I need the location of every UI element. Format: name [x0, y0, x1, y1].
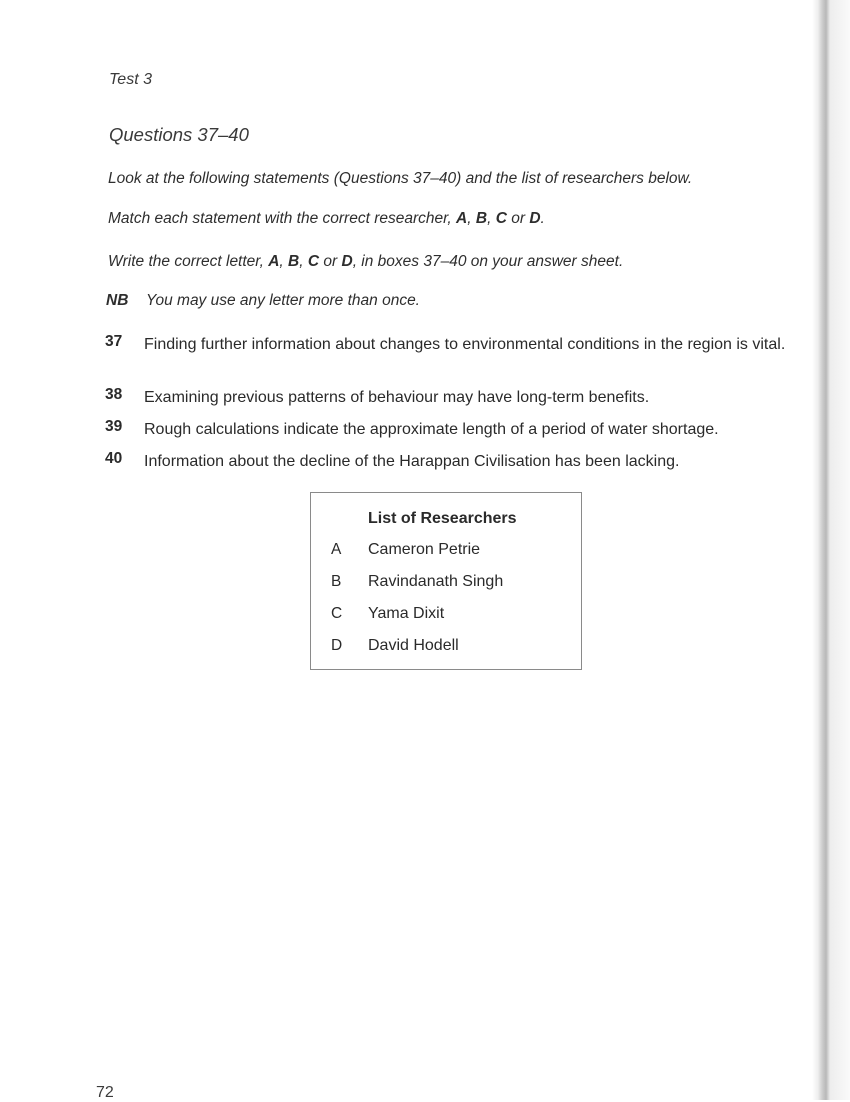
option-letter: D [341, 253, 353, 270]
option-letter: C [307, 253, 320, 270]
instruction-line-3 [108, 253, 623, 271]
researcher-letter-d: D [331, 637, 343, 654]
option-letter: C [495, 210, 507, 227]
question-number-38: 38 [105, 386, 123, 403]
separator: or [319, 253, 342, 270]
question-text-39: Rough calculations indicate the approximate length of a period of water shortage. [144, 421, 719, 438]
separator: , [279, 253, 289, 270]
researcher-letter-b: B [331, 573, 342, 590]
researcher-name-c: Yama Dixit [368, 605, 445, 622]
researchers-heading: List of Researchers [368, 510, 517, 527]
instruction-text: , in boxes 37–40 on your answer sheet. [352, 253, 624, 270]
running-head: Test 3 [109, 71, 152, 88]
nb-text: You may use any letter more than once. [146, 292, 420, 309]
question-number-37: 37 [105, 333, 123, 350]
researcher-name-b: Ravindanath Singh [368, 573, 504, 590]
separator: , [487, 210, 496, 227]
question-number-39: 39 [105, 418, 123, 435]
option-letter: B [475, 210, 488, 227]
separator: or [506, 210, 530, 227]
instruction-line-1: Look at the following statements (Questions 37–40) and the list of researchers below. [108, 170, 693, 187]
question-text-38: Examining previous patterns of behaviour may have long-term benefits. [144, 389, 650, 406]
researcher-letter-a: A [331, 541, 342, 558]
instruction-line-2 [108, 210, 545, 228]
researcher-name-d: David Hodell [368, 637, 459, 654]
question-text-37: Finding further information about changes to environmental conditions in the region is vital. [144, 336, 786, 353]
researcher-name-a: Cameron Petrie [368, 541, 481, 558]
separator: , [299, 253, 308, 270]
instruction-text: Write the correct letter, [108, 253, 269, 270]
question-number-40: 40 [105, 450, 123, 467]
researchers-box [310, 492, 582, 670]
researcher-letter-c: C [331, 605, 343, 622]
section-title: Questions 37–40 [109, 124, 249, 145]
option-letter: A [456, 210, 468, 227]
option-letter: A [268, 253, 280, 270]
instruction-text: . [540, 210, 545, 227]
option-letter: D [529, 210, 541, 227]
question-text-40: Information about the decline of the Harappan Civilisation has been lacking. [144, 453, 680, 470]
instruction-text: Match each statement with the correct researcher, [108, 210, 457, 227]
page-number: 72 [96, 1084, 114, 1101]
nb-label: NB [106, 292, 129, 309]
option-letter: B [288, 253, 300, 270]
separator: , [467, 210, 476, 227]
